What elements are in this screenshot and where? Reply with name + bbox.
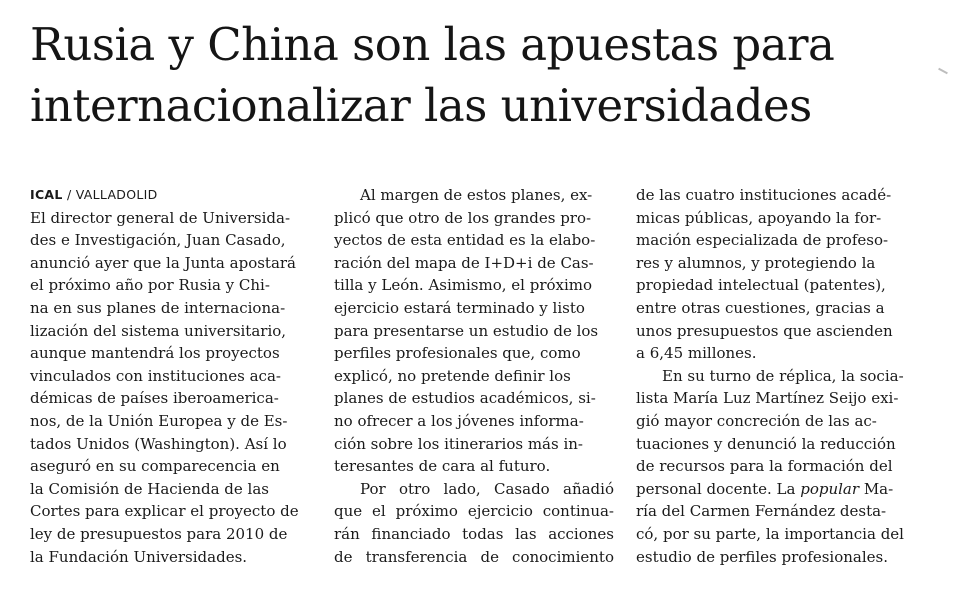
text-segment: a 6,45 millones.: [636, 344, 757, 363]
article-paragraph: [636, 184, 918, 365]
text-segment: de transferencia de conocimiento: [334, 547, 614, 566]
text-segment: des e Investigación, Juan Casado,: [30, 231, 286, 250]
text-segment: plicó que otro de los grandes pro-: [334, 208, 592, 227]
text-segment: de las cuatro instituciones acadé-: [636, 186, 892, 204]
text-segment: aseguró en su comparecencia en: [30, 457, 280, 476]
text-segment: de recursos para la formación del: [636, 457, 893, 476]
text-segment: na en sus planes de internaciona-: [30, 298, 286, 317]
article-paragraph: [636, 365, 918, 568]
byline-location: VALLADOLID: [75, 187, 158, 202]
article-paragraph: [334, 478, 614, 568]
text-segment: entre otras cuestiones, gracias a: [636, 298, 885, 317]
text-segment: personal docente. La: [636, 479, 801, 498]
text-segment: que el próximo ejercicio continua-: [334, 502, 614, 521]
text-segment: tuaciones y denunció la reducción: [636, 434, 896, 453]
article-column-3: [636, 184, 918, 568]
article-paragraph: [30, 207, 312, 569]
text-segment: có, por su parte, la importancia del: [636, 524, 904, 543]
headline-line-1: Rusia y China son las apuestas para: [30, 18, 835, 71]
text-segment: yectos de esta entidad es la elabo-: [334, 231, 596, 250]
article-paragraph: [334, 184, 614, 478]
text-segment: planes de estudios académicos, si-: [334, 389, 596, 408]
text-segment: unos presupuestos que ascienden: [636, 321, 893, 340]
text-segment: ción sobre los itinerarios más in-: [334, 434, 583, 453]
text-segment: Cortes para explicar el proyecto de: [30, 502, 299, 521]
text-segment: lización del sistema universitario,: [30, 321, 287, 340]
byline: [30, 184, 312, 207]
text-segment: En su turno de réplica, la socia-: [662, 366, 904, 385]
text-segment: el próximo año por Rusia y Chi-: [30, 276, 270, 295]
italic-word: popular: [800, 479, 860, 498]
headline: [30, 14, 940, 136]
text-segment: la Comisión de Hacienda de las: [30, 479, 269, 498]
text-segment: propiedad intelectual (patentes),: [636, 276, 886, 295]
text-segment: Ma-: [859, 479, 894, 498]
text-segment: tilla y León. Asimismo, el próximo: [334, 276, 593, 295]
text-segment: res y alumnos, y protegiendo la: [636, 253, 876, 272]
text-segment: El director general de Universida-: [30, 208, 291, 227]
text-segment: ejercicio estará terminado y listo: [334, 298, 585, 317]
text-segment: lista María Luz Martínez Seijo exi-: [636, 389, 899, 408]
text-segment: tados Unidos (Washington). Así lo: [30, 434, 287, 453]
article-column-1: [30, 184, 312, 568]
text-segment: aunque mantendrá los proyectos: [30, 344, 280, 363]
text-segment: ración del mapa de I+D+i de Cas-: [334, 253, 594, 272]
text-segment: Por otro lado, Casado añadió: [360, 479, 614, 498]
text-segment: ría del Carmen Fernández desta-: [636, 502, 887, 521]
text-segment: para presentarse un estudio de los: [334, 321, 599, 340]
text-segment: gió mayor concreción de las ac-: [636, 411, 877, 430]
text-segment: vinculados con instituciones aca-: [30, 366, 281, 385]
text-segment: explicó, no pretende definir los: [334, 366, 571, 385]
headline-line-2: internacionalizar las universidades: [30, 79, 812, 132]
text-segment: Al margen de estos planes, ex-: [360, 186, 593, 204]
text-segment: nos, de la Unión Europea y de Es-: [30, 411, 288, 430]
text-segment: anunció ayer que la Junta apostará: [30, 253, 297, 272]
byline-agency: ICAL: [30, 187, 63, 202]
text-segment: no ofrecer a los jóvenes informa-: [334, 411, 584, 430]
article-column-2: [334, 184, 614, 568]
text-segment: la Fundación Universidades.: [30, 547, 248, 566]
text-segment: teresantes de cara al futuro.: [334, 457, 551, 476]
text-segment: micas públicas, apoyando la for-: [636, 208, 882, 227]
text-segment: ley de presupuestos para 2010 de: [30, 524, 288, 543]
text-segment: mación especializada de profeso-: [636, 231, 889, 250]
byline-separator: /: [62, 187, 76, 202]
text-segment: estudio de perfiles profesionales.: [636, 547, 889, 566]
text-segment: rán financiado todas las acciones: [334, 524, 614, 543]
text-segment: perfiles profesionales que, como: [334, 344, 581, 363]
text-segment: démicas de países iberoamerica-: [30, 389, 279, 408]
